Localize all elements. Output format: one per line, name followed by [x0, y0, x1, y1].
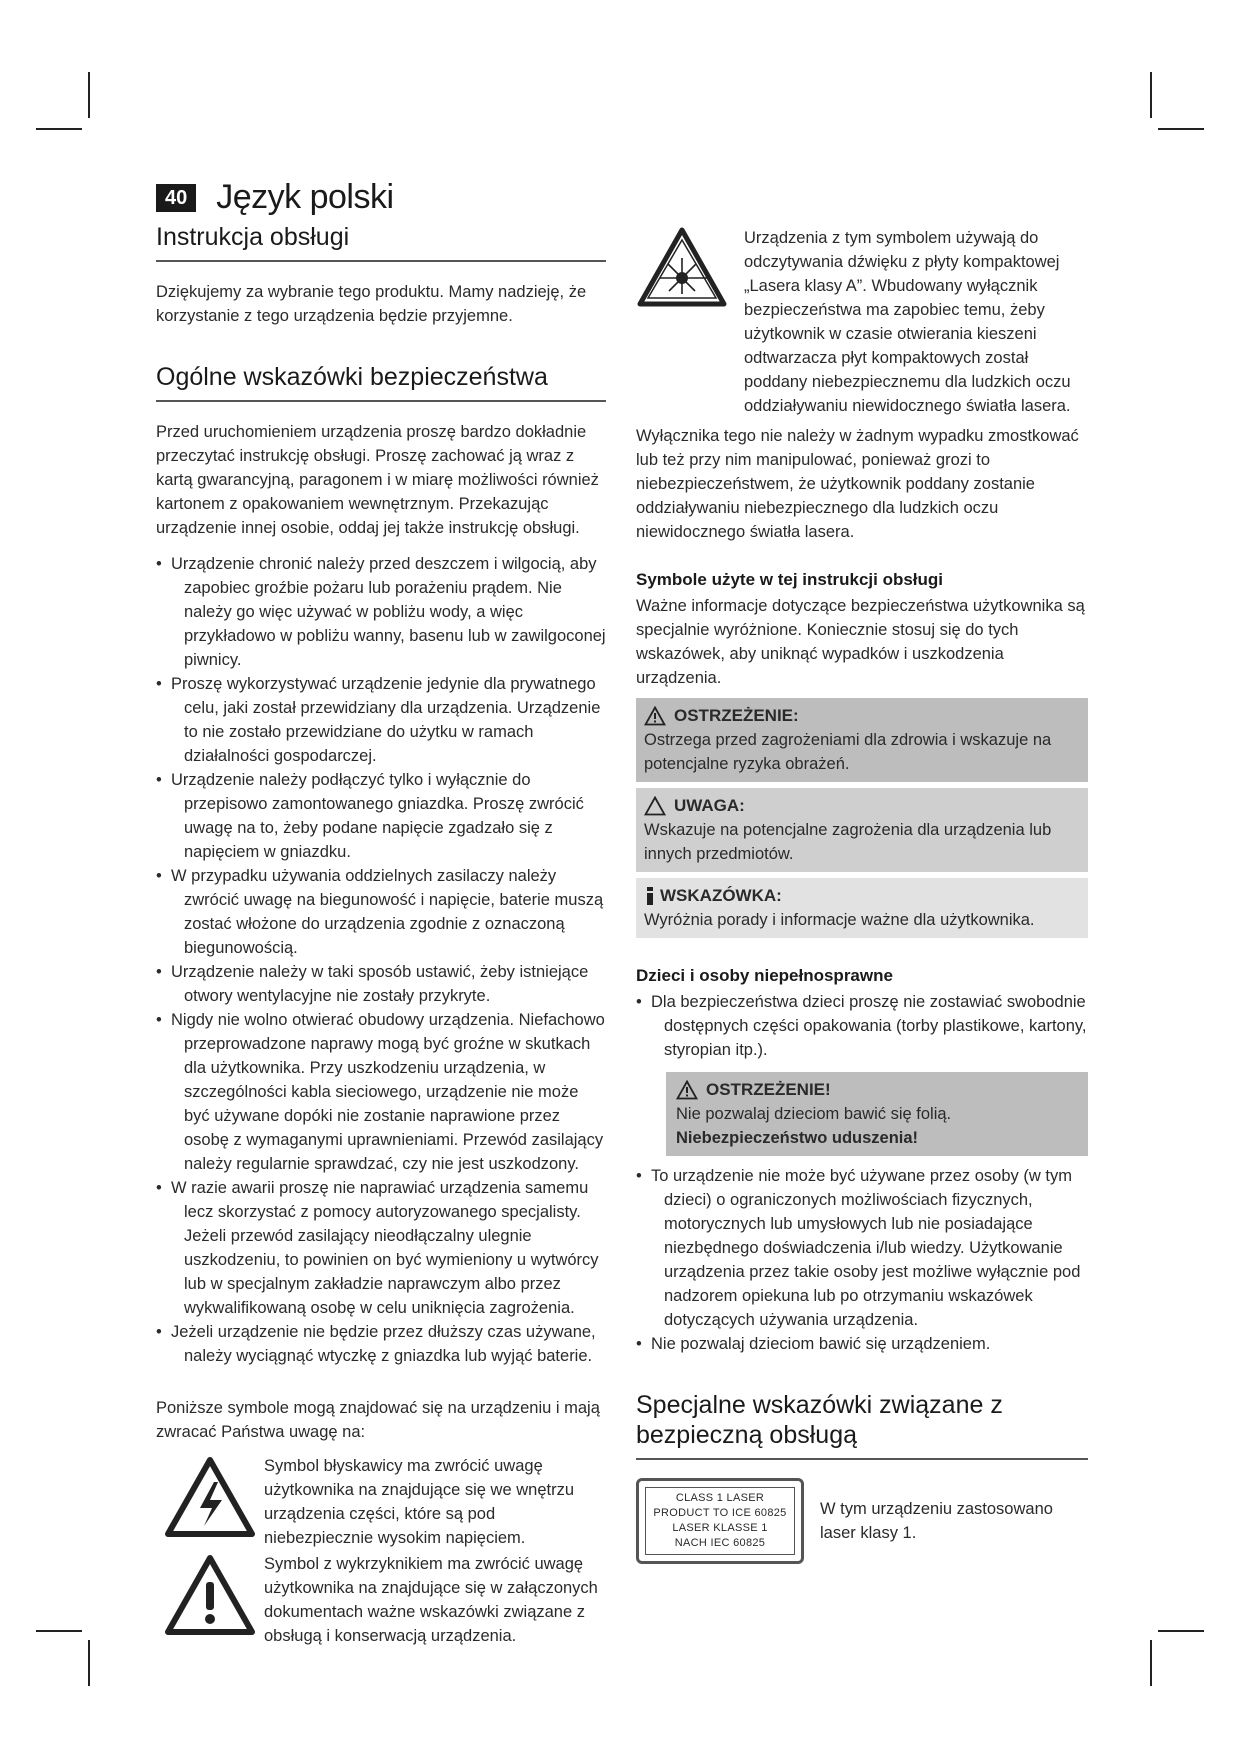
- laser-label-inner: [645, 1487, 795, 1555]
- caution-triangle-icon: [644, 796, 666, 816]
- warning-text: Ostrzega przed zagrożeniami dla zdrowia i wskazuje na potencjalne ryzyka obrażeń.: [644, 731, 1052, 773]
- child-warning-body: [676, 1102, 1078, 1150]
- exclamation-symbol-text: Symbol z wykrzyknikiem ma zwrócić uwagę użytkownika na znajdujące się w załączonych dokumentach ważne wskazówki związane z obsługą i konserwacją urządzenia.: [264, 1555, 598, 1645]
- list-item: • Urządzenie chronić należy przed deszczem i wilgocią, aby zapobiec groźbie pożaru lub porażeniu prądem. Nie należy go więc używać w pobliżu wody, a więc przykładowo w pobliżu wanny, basenu lub w zawilgoconej piwnicy.: [156, 552, 606, 672]
- symbols-intro-paragraph: Poniższe symbole mogą znajdować się na urządzeniu i mają zwracać Państwa uwagę na:: [156, 1399, 600, 1441]
- lightning-symbol-row: [156, 1454, 606, 1550]
- page-number: 40: [156, 184, 196, 212]
- general-intro-paragraph: Przed uruchomieniem urządzenia proszę bardzo dokładnie przeczytać instrukcję obsługi. Proszę zachować ją wraz z kartą gwarancyjną, paragonem i w miarę możliwości również kartonem z opakowaniem wewnętrznym. Przekazując urządzenie innej osobie, oddaj jej także instrukcję obsługi.: [156, 423, 599, 537]
- children-section-title: Dzieci i osoby niepełnosprawne: [636, 966, 893, 985]
- right-column: [636, 226, 1088, 1564]
- list-item: • W przypadku używania oddzielnych zasilaczy należy zwrócić uwagę na biegunowość i napięcie, baterie muszą zostać włożone do urządzenia zgodnie z oznaczoną biegunowością.: [156, 864, 606, 960]
- left-column: [156, 222, 606, 1648]
- child-warning-title: OSTRZEŻENIE!: [706, 1080, 831, 1099]
- laser-symbol-row: [636, 226, 1088, 418]
- note-box: [636, 878, 1088, 938]
- lightning-symbol-text: Symbol błyskawicy ma zwrócić uwagę użytkownika na znajdujące się we wnętrzu urządzenia części, które są pod niebezpiecznie wysokim napięciem.: [264, 1457, 574, 1547]
- crop-mark: [1150, 1640, 1152, 1686]
- crop-mark: [1158, 1630, 1204, 1632]
- exclamation-warning-icon: [156, 1552, 264, 1638]
- laser-radiation-icon: [636, 226, 744, 315]
- child-warning-emphasis: Niebezpieczeństwo uduszenia!: [676, 1129, 919, 1147]
- children-bullet-list-2: [636, 1164, 1088, 1356]
- crop-mark: [1150, 72, 1152, 118]
- list-item: • Dla bezpieczeństwa dzieci proszę nie zostawiać swobodnie dostępnych części opakowania (torby plastikowe, kartony, styropian itp.).: [636, 990, 1088, 1062]
- switch-warning-paragraph: Wyłącznika tego nie należy w żadnym wypadku zmostkować lub też przy nim manipulować, ponieważ grozi to niebezpieczeństwem, że użytkownik poddany zostanie oddziaływaniu niebezpiecznego dla ludzkich oczu niewidocznego światła lasera.: [636, 427, 1079, 541]
- special-safety-title: Specjalne wskazówki związane z bezpieczną obsługą: [636, 1390, 1088, 1460]
- child-warning-title-row: [676, 1078, 1078, 1102]
- list-item: • Urządzenie należy podłączyć tylko i wyłącznie do przepisowo zamontowanego gniazdka. Proszę zwrócić uwagę na to, żeby podane napięcie zgadzało się z napięciem w gniazdku.: [156, 768, 606, 864]
- note-title: WSKAZÓWKA:: [660, 886, 782, 905]
- general-safety-title: Ogólne wskazówki bezpieczeństwa: [156, 362, 606, 402]
- laser-label-line: PRODUCT TO ICE 60825: [653, 1507, 787, 1519]
- child-warning-text: Nie pozwalaj dzieciom bawić się folią.: [676, 1105, 952, 1123]
- warning-box: [636, 698, 1088, 782]
- class1-laser-label: [636, 1478, 804, 1564]
- list-item: • Urządzenie należy w taki sposób ustawić, żeby istniejące otwory wentylacyjne nie zostały przykryte.: [156, 960, 606, 1008]
- list-item: • Proszę wykorzystywać urządzenie jedynie dla prywatnego celu, jaki został przewidziany dla urządzenia. Urządzenie to nie zostało przewidziane do użytku w ramach działalności gospodarczej.: [156, 672, 606, 768]
- symbols-section-title: Symbole użyte w tej instrukcji obsługi: [636, 570, 944, 589]
- caution-box: [636, 788, 1088, 872]
- laser-symbol-text: Urządzenia z tym symbolem używają do odczytywania dźwięku z płyty kompaktowej „Lasera klasy A”. Wbudowany wyłącznik bezpieczeństwa ma zapobiec temu, żeby użytkownik w czasie otwierania kieszeni odtwarzacza płyt kompaktowych został poddany niebezpiecznemu dla ludzkich oczu oddziaływaniu niewidocznego światła lasera.: [744, 229, 1071, 415]
- warning-box-title: [644, 704, 1080, 728]
- warning-triangle-icon: [676, 1080, 698, 1100]
- laser-label-line: LASER KLASSE 1: [672, 1522, 768, 1534]
- laser-label-line: NACH IEC 60825: [674, 1537, 766, 1549]
- laser-label-line: CLASS 1 LASER: [675, 1492, 765, 1504]
- page-header: [156, 178, 394, 217]
- laser-label-text: W tym urządzeniu zastosowano laser klasy 1.: [820, 1500, 1053, 1542]
- child-warning-box: [666, 1072, 1088, 1156]
- symbols-section-text: Ważne informacje dotyczące bezpieczeństwa użytkownika są specjalnie wyróżnione. Koniecznie stosuj się do tych wskazówek, aby uniknąć wypadków i uszkodzenia urządzenia.: [636, 597, 1085, 687]
- caution-box-title: [644, 794, 1080, 818]
- list-item: • To urządzenie nie może być używane przez osoby (w tym dzieci) o ograniczonych możliwościach fizycznych, motorycznych lub umysłowych lub nie posiadające niezbędnego doświadczenia i/lub wiedzy. Użytkowanie urządzenia przez takie osoby jest możliwe wyłącznie pod nadzorem opiekuna lub po otrzymaniu wskazówek dotyczących używania urządzenia.: [636, 1164, 1088, 1332]
- crop-mark: [36, 128, 82, 130]
- safety-bullet-list: [156, 552, 606, 1368]
- warning-triangle-icon: [644, 706, 666, 726]
- thanks-paragraph: Dziękujemy za wybranie tego produktu. Mamy nadzieję, że korzystanie z tego urządzenia będzie przyjemne.: [156, 283, 587, 325]
- laser-label-row: [636, 1478, 1088, 1564]
- list-item: • Nie pozwalaj dzieciom bawić się urządzeniem.: [636, 1332, 1088, 1356]
- crop-mark: [1158, 128, 1204, 130]
- warning-title: OSTRZEŻENIE:: [674, 706, 799, 725]
- exclamation-symbol-row: [156, 1552, 606, 1648]
- list-item: • Jeżeli urządzenie nie będzie przez dłuższy czas używane, należy wyciągnąć wtyczkę z gniazdka lub wyjąć baterie.: [156, 1320, 606, 1368]
- list-item: • Nigdy nie wolno otwierać obudowy urządzenia. Niefachowo przeprowadzone naprawy mogą być groźne w skutkach dla użytkownika. Przy uszkodzeniu urządzenia, w szczególności kabla sieciowego, urządzenie nie może być używane dopóki nie zostanie naprawione przez osobę z wymaganymi uprawnieniami. Przewód zasilający należy regularnie sprawdzać, czy nie jest uszkodzony.: [156, 1008, 606, 1176]
- manual-title: Instrukcja obsługi: [156, 222, 606, 262]
- caution-text: Wskazuje na potencjalne zagrożenia dla urządzenia lub innych przedmiotów.: [644, 821, 1052, 863]
- crop-mark: [88, 72, 90, 118]
- note-box-title: [644, 884, 1080, 908]
- language-title: Język polski: [216, 178, 394, 216]
- caution-title: UWAGA:: [674, 796, 745, 815]
- crop-mark: [36, 1630, 82, 1632]
- note-text: Wyróżnia porady i informacje ważne dla użytkownika.: [644, 911, 1035, 929]
- list-item: • W razie awarii proszę nie naprawiać urządzenia samemu lecz skorzystać z pomocy autoryzowanego specjalisty. Jeżeli przewód zasilający nieodłączalny ulegnie uszkodzeniu, to powinien on być wymieniony u wytwórcy lub w specjalnym zakładzie naprawczym albo przez wykwalifikowaną osobę w celu uniknięcia zagrożenia.: [156, 1176, 606, 1320]
- children-bullet-list: [636, 990, 1088, 1062]
- lightning-warning-icon: [156, 1454, 264, 1540]
- info-icon: [644, 886, 656, 906]
- crop-mark: [88, 1640, 90, 1686]
